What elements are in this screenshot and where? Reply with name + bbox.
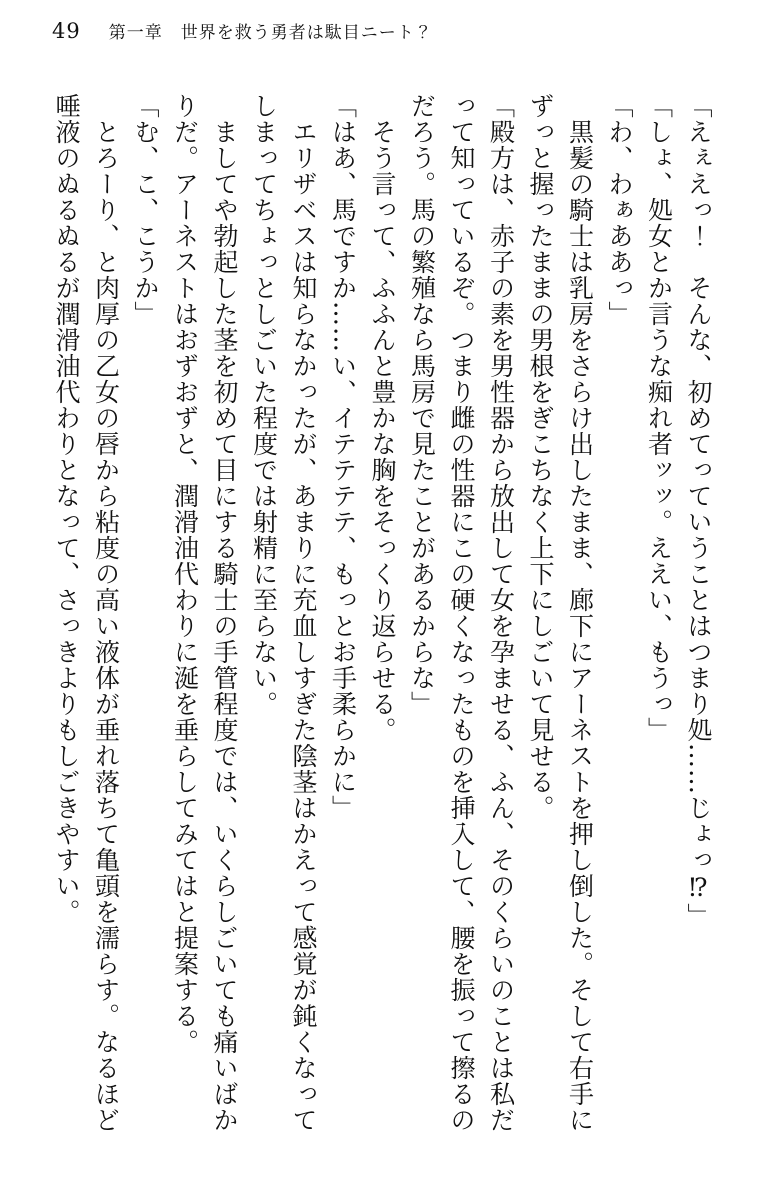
text-line: 「しょ、処女とか言うな痴れ者ッッ。ええい、もうっ」 [644, 93, 674, 743]
text-line: そう言って、ふふんと豊かな胸をそっくり返らせる。 [368, 93, 397, 743]
text-line: 「わ、わぁああっ」 [605, 93, 634, 327]
running-head [52, 18, 433, 43]
text-line: って知っているぞ。つまり雌の性器にこの硬くなったものを挿入して、腰を振って擦るの [447, 93, 476, 1133]
text-line: 唾液のぬるぬるが潤滑油代わりとなって、さっきよりもしごきやすい。 [52, 93, 81, 925]
chapter-title: 第一章 世界を救う勇者は駄目ニート？ [108, 23, 433, 43]
page-number: 49 [52, 19, 81, 43]
text-line: エリザベスは知らなかったが、あまりに充血しすぎた陰茎はかえって感覚が鈍くなって [289, 93, 318, 1133]
text-line: 「殿方は、赤子の素を男性器から放出して女を孕ませる、ふん、そのくらいのことは私だ [486, 93, 516, 1133]
text-line: ましてや勃起した茎を初めて目にする騎士の手管程度では、いくらしごいても痛いばか [210, 93, 239, 1133]
text-line: りだ。アーネストはおずおずと、潤滑油代わりに涎を垂らしてみてはと提案する。 [170, 93, 200, 1055]
text-line: だろう。馬の繁殖なら馬房で見たことがあるからな」 [407, 93, 437, 717]
text-line: 「はあ、馬ですか……い、イテテテテ、もっとお手柔らかに」 [328, 93, 358, 821]
text-line: 「む、こ、こうか」 [131, 93, 160, 327]
text-line: 「えぇえっ！ そんな、初めてっていうことはつまり処……じょっ⁉」 [684, 93, 713, 929]
vertical-text-block [46, 93, 718, 1171]
text-line: とろーり、と肉厚の乙女の唇から粘度の高い液体が垂れ落ちて亀頭を濡らす。なるほど [91, 93, 121, 1133]
text-line: 黒髪の騎士は乳房をさらけ出したまま、廊下にアーネストを押し倒した。そして右手に [565, 93, 595, 1133]
text-line: しまってちょっとしごいた程度では射精に至らない。 [249, 93, 279, 717]
text-line: ずっと握ったままの男根をぎこちなく上下にしごいて見せる。 [526, 93, 555, 821]
